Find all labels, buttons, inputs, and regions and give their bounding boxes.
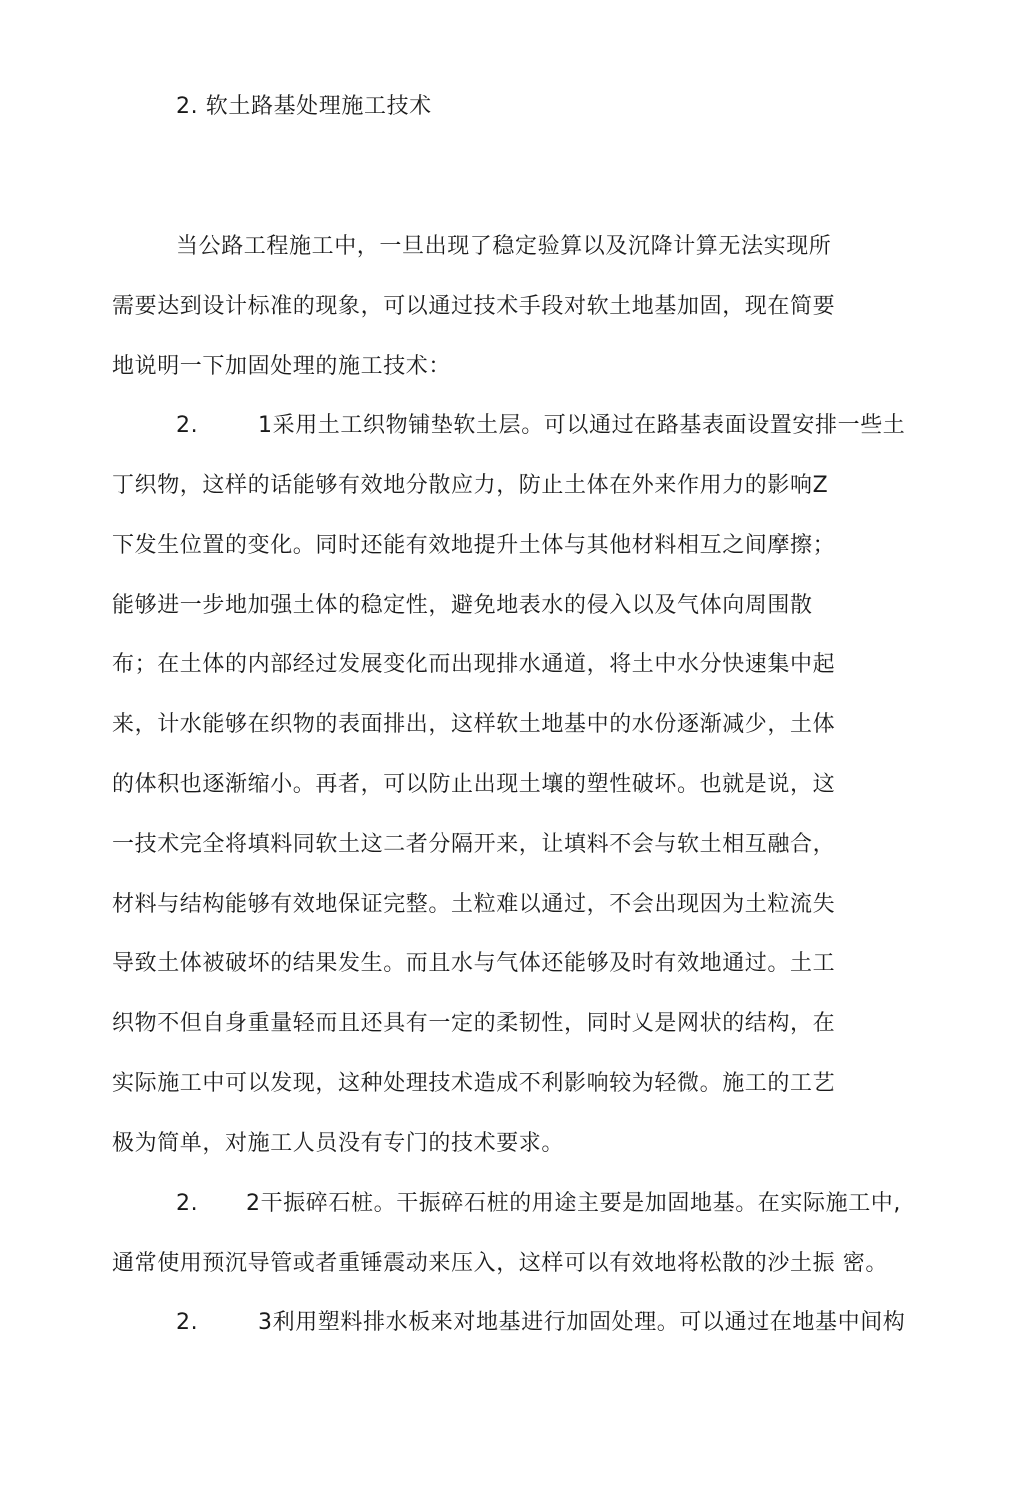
item1-line: 丁织物，这样的话能够有效地分散应力，防止土体在外来作用力的影响Z [112, 473, 829, 498]
item2-first-line [176, 1189, 901, 1219]
item1-line: 材料与结构能够有效地保证完整。土粒难以通过，不会出现因为土粒流失 [112, 892, 836, 917]
intro-line: 地说明一下加固处理的施工技术： [112, 354, 452, 379]
item2-number: 2. [176, 1191, 199, 1216]
item3-first-line [176, 1308, 905, 1338]
section-heading: 2. 软土路基处理施工技术 [176, 94, 432, 119]
item1-number: 2. [176, 413, 199, 438]
item1-line: 下发生位置的变化。同时还能有效地提升土体与其他材料相互之间摩擦； [112, 533, 836, 558]
item3-first-text: 3利用塑料排水板来对地基进行加固处理。可以通过在地基中间构 [258, 1310, 906, 1335]
item1-line: 一技术完全将填料同软土这二者分隔开来，让填料不会与软土相互融合， [112, 832, 836, 857]
item1-line: 实际施工中可以发现，这种处理技术造成不利影响较为轻微。施工的工艺 [112, 1071, 836, 1096]
item2-first-text: 2干振碎石桩。干振碎石桩的用途主要是加固地基。在实际施工中, [246, 1191, 901, 1216]
intro-line: 需要达到设计标准的现象，可以通过技术手段对软土地基加固，现在简要 [112, 294, 836, 319]
item1-line: 极为简单，对施工人员没有专门的技术要求。 [112, 1131, 565, 1156]
item1-line: 织物不但自身重量轻而且还具有一定的柔韧性，同时乂是网状的结构，在 [112, 1011, 836, 1036]
item1-line: 来，计水能够在织物的表面排出，这样软土地基中的水份逐渐减少，土体 [112, 712, 836, 737]
item1-first-text: 1采用土工织物铺垫软土层。可以通过在路基表面设置安排一些土 [258, 413, 906, 438]
item1-first-line [176, 411, 905, 441]
item1-line: 导致土体被破坏的结果发生。而且水与气体还能够及时有效地通过。土工 [112, 951, 836, 976]
item2-line: 通常使用预沉导管或者重锤震动来压入，这样可以有效地将松散的沙土振 密。 [112, 1251, 888, 1276]
item1-line: 的体积也逐渐缩小。再者，可以防止出现土壤的塑性破坏。也就是说，这 [112, 772, 836, 797]
intro-line: 当公路工程施工中，一旦出现了稳定验算以及沉降计算无法实现所 [176, 234, 832, 259]
item1-line: 布；在土体的内部经过发展变化而出现排水通道，将土中水分快速集中起 [112, 652, 836, 677]
item1-line: 能够进一步地加强土体的稳定性，避免地表水的侵入以及气体向周围散 [112, 593, 813, 618]
item3-number: 2. [176, 1310, 199, 1335]
